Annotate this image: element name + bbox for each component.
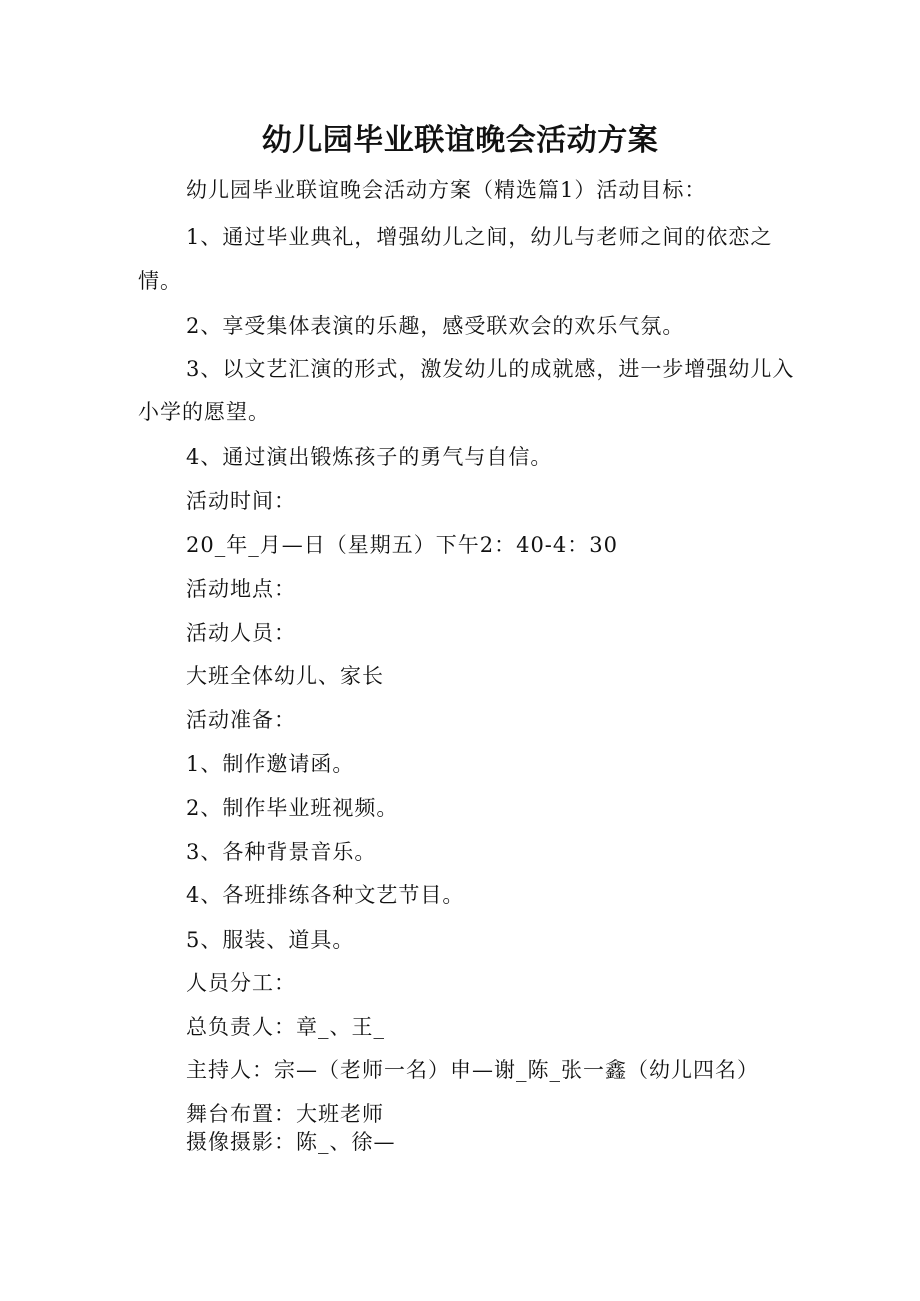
goal-3-continuation: 小学的愿望。 (138, 400, 270, 424)
goal-3-line: 3、以文艺汇演的形式，激发幼儿的成就感，进一步增强幼儿入 (186, 357, 795, 381)
preparation-1-line: 1、制作邀请函。 (186, 752, 355, 776)
goal-1-line: 1、通过毕业典礼，增强幼儿之间，幼儿与老师之间的依恋之 (186, 225, 773, 249)
preparation-5-line: 5、服装、道具。 (186, 928, 355, 952)
goal-2-line: 2、享受集体表演的乐趣，感受联欢会的欢乐气氛。 (186, 314, 685, 338)
activity-time-value: 20_年_月—日（星期五）下午2：40-4：30 (186, 533, 618, 557)
activity-preparation-heading: 活动准备： (186, 708, 296, 732)
goal-4-line: 4、通过演出锻炼孩子的勇气与自信。 (186, 445, 553, 469)
staff-photography-line: 摄像摄影：陈_、徐— (186, 1130, 396, 1154)
goal-1-continuation: 情。 (138, 269, 182, 293)
document-title: 幼儿园毕业联谊晚会活动方案 (261, 123, 659, 158)
activity-participants-value: 大班全体幼儿、家长 (186, 664, 384, 688)
staff-division-heading: 人员分工： (186, 971, 296, 995)
staff-stage-line: 舞台布置：大班老师 (186, 1102, 384, 1126)
intro-line: 幼儿园毕业联谊晚会活动方案（精选篇1）活动目标： (186, 178, 707, 202)
preparation-3-line: 3、各种背景音乐。 (186, 840, 377, 864)
staff-host-line: 主持人：宗—（老师一名）申—谢_陈_张一鑫（幼儿四名） (186, 1058, 759, 1082)
preparation-4-line: 4、各班排练各种文艺节目。 (186, 883, 465, 907)
activity-time-heading: 活动时间： (186, 489, 296, 513)
activity-location-heading: 活动地点： (186, 577, 296, 601)
activity-participants-heading: 活动人员： (186, 621, 296, 645)
staff-lead-line: 总负责人：章_、王_ (186, 1015, 385, 1039)
preparation-2-line: 2、制作毕业班视频。 (186, 796, 399, 820)
